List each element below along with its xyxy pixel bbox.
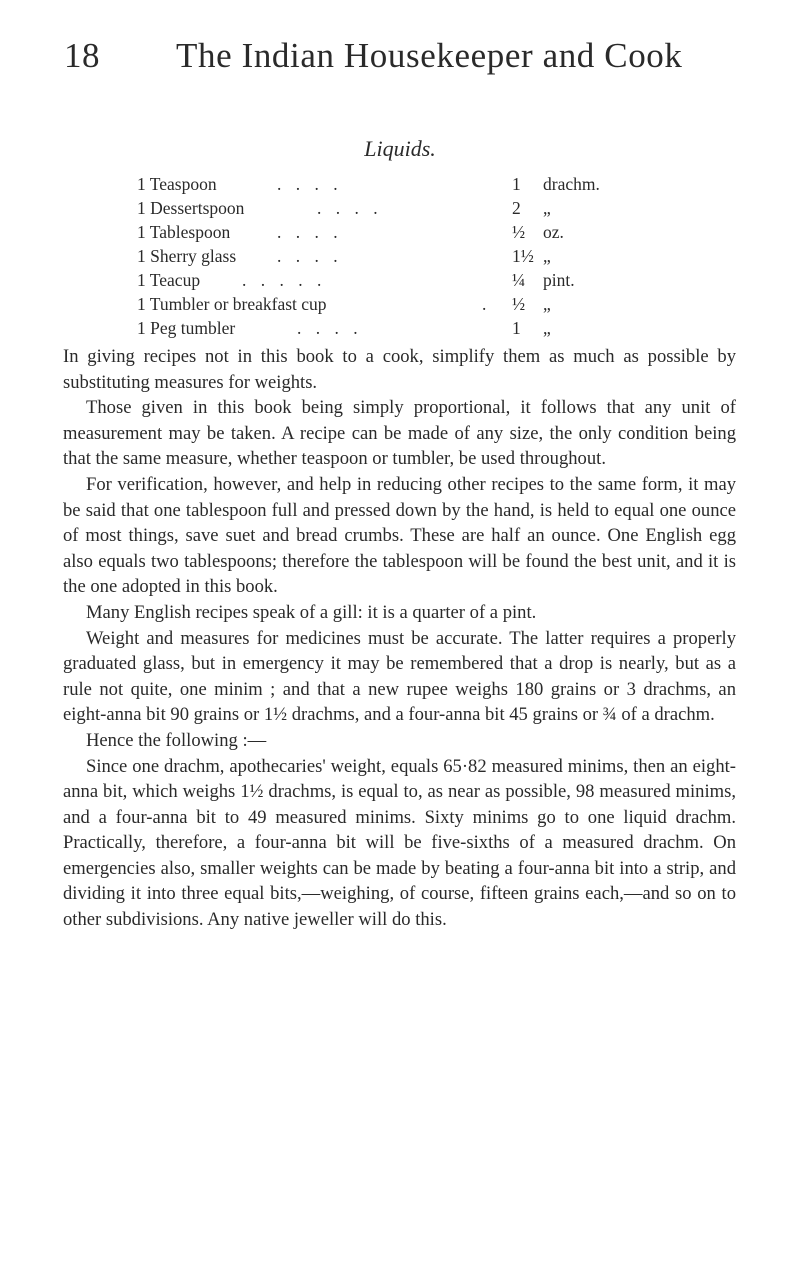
- section-title: Liquids.: [364, 136, 436, 161]
- measure-unit: drachm.: [543, 174, 600, 194]
- measure-amount: 2: [512, 198, 521, 218]
- measure-row: [137, 196, 737, 220]
- measure-item: 1 Dessertspoon: [137, 198, 245, 218]
- measures-table: [137, 172, 737, 340]
- measure-amount: 1: [512, 318, 521, 338]
- measure-item: 1 Teaspoon: [137, 174, 217, 194]
- measure-leader: . . . . .: [242, 270, 322, 290]
- paragraph: For verification, however, and help in reducing other recipes to the same form, it may be said that one tablespoon full and pressed down by the hand, is held to equal one ounce of most things, save suet and bread crumbs. These are half an ounce. One English egg also equals two tablespoons; therefore the tablespoon will be found the best unit, and it is the one adopted in this book.: [63, 473, 736, 598]
- page-number: 18: [64, 36, 100, 75]
- paragraph: Weight and measures for medicines must be accurate. The latter requires a properly graduated glass, but in emergency it may be remembered that a drop is nearly, but as a rule not quite, one minim ; and that a new rupee weighs 180 grains or 3 drachms, an eight-anna bit 90 grains or 1½ drachms, and a four-anna bit 45 grains or ¾ of a drachm.: [63, 627, 736, 726]
- measure-amount: ½: [512, 294, 526, 314]
- measure-row: [137, 316, 737, 340]
- measure-leader: . . . .: [277, 174, 338, 194]
- measure-leader: . . . .: [297, 318, 358, 338]
- measure-item: 1 Tablespoon: [137, 222, 231, 242]
- paragraph: Hence the following :—: [86, 729, 267, 751]
- paragraph: Many English recipes speak of a gill: it is a quarter of a pint.: [86, 601, 537, 623]
- measure-unit: oz.: [543, 222, 564, 242]
- measure-item: 1 Teacup: [137, 270, 201, 290]
- measure-item: 1 Sherry glass: [137, 246, 237, 266]
- measure-row: [137, 172, 737, 196]
- measure-amount: ¼: [512, 270, 526, 290]
- measure-amount: 1: [512, 174, 521, 194]
- measure-unit: „: [543, 294, 551, 314]
- measure-unit: „: [543, 318, 551, 338]
- measure-leader: . . . .: [277, 246, 338, 266]
- paragraph: Those given in this book being simply proportional, it follows that any unit of measurement may be taken. A recipe can be made of any size, the only condition being that the same measure, whether teaspoon or tumbler, be used throughout.: [63, 397, 736, 470]
- page-header: [64, 36, 764, 96]
- body-text: [63, 344, 736, 933]
- measure-row: [137, 220, 737, 244]
- measure-row: [137, 244, 737, 268]
- measure-amount: ½: [512, 222, 526, 242]
- measure-unit: „: [543, 198, 551, 218]
- measure-row: [137, 268, 737, 292]
- measure-leader: . . . .: [317, 198, 378, 218]
- measure-leader: . . . .: [277, 222, 338, 242]
- measure-unit: pint.: [543, 270, 575, 290]
- measure-item: 1 Tumbler or breakfast cup: [137, 294, 327, 314]
- measure-leader: .: [482, 294, 487, 314]
- paragraph: In giving recipes not in this book to a cook, simplify them as much as possible by substituting measures for weights.: [63, 346, 736, 393]
- paragraph: Since one drachm, apothecaries' weight, equals 65·82 measured minims, then an eight-anna bit, which weighs 1½ drachms, is equal to, as near as possible, 98 measured minims, and a four-anna bit to 49 measured minims. Sixty minims go to one liquid drachm. Practically, therefore, a four-anna bit will be five-sixths of a measured drachm. On emergencies also, smaller weights can be made by beating a four-anna bit into a strip, and dividing it into three equal bits,—weighing, of course, fifteen grains each,—and so on to other subdivisions. Any native jeweller will do this.: [63, 755, 736, 931]
- measure-row: [137, 292, 737, 316]
- running-title: The Indian Housekeeper and Cook: [176, 36, 683, 75]
- measure-unit: „: [543, 246, 551, 266]
- measure-amount: 1½: [512, 246, 534, 266]
- measure-item: 1 Peg tumbler: [137, 318, 236, 338]
